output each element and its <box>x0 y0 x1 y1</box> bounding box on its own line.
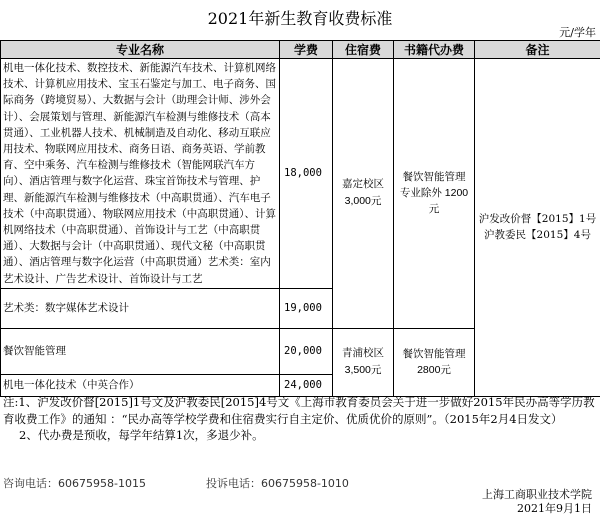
table-header-row <box>1 41 600 59</box>
note-2: 2、代办费是预收，每学年结算1次，多退少补。 <box>19 428 264 442</box>
note-1: 注:1、沪发改价督[2015]1号文及沪教委民[2015]4号文《上海市教育委员会关于进一步做好2015年民办高等学历教育收费工作》的通知 ：“民办高等学校学费和住宿费实行自主定价、优质优价的原则”。（2015年2月4日发文） <box>3 395 595 426</box>
table-row <box>1 59 600 289</box>
lodging-amount: 3,000元 <box>344 195 382 208</box>
page-title: 2021年新生教育收费标准 <box>207 9 393 28</box>
header-books: 书籍代办费 <box>394 41 475 59</box>
lodging-campus: 青浦校区 <box>342 347 384 360</box>
remark-cell <box>475 59 600 397</box>
currency-unit: 元/学年 <box>559 26 596 39</box>
lodging-campus: 嘉定校区 <box>342 178 384 191</box>
fee-table <box>0 40 600 397</box>
tuition-cell: 19,000 <box>280 288 333 328</box>
remark-line: 沪发改价督【2015】1号 <box>478 213 597 226</box>
lodging-amount: 3,500元 <box>344 364 382 377</box>
books-cell-general <box>394 59 475 329</box>
major-cell: 艺术类：数字媒体艺术设计 <box>1 288 280 328</box>
tuition-cell: 18,000 <box>280 59 333 289</box>
major-cell: 机电一体化技术（中英合作） <box>1 374 280 396</box>
tuition-cell: 24,000 <box>280 374 333 396</box>
lodging-jiading-cell <box>333 59 394 329</box>
header-remark: 备注 <box>475 41 600 59</box>
consult-phone: 咨询电话：60675958-1015 <box>3 477 146 490</box>
books-line: 餐饮智能管理 <box>402 348 466 361</box>
header-lodging: 住宿费 <box>333 41 394 59</box>
tuition-cell: 20,000 <box>280 328 333 374</box>
contacts-section <box>3 475 349 491</box>
books-cell-catering <box>394 328 475 396</box>
issue-date: 2021年9月1日 <box>517 502 592 515</box>
books-line: 元 <box>428 203 440 216</box>
books-line: 餐饮智能管理 <box>402 171 466 184</box>
books-line: 2800元 <box>417 364 451 377</box>
lodging-qingpu-cell <box>333 328 394 396</box>
header-major: 专业名称 <box>1 41 280 59</box>
notes-section <box>3 394 597 444</box>
header-tuition: 学费 <box>280 41 333 59</box>
school-name: 上海工商职业技术学院 <box>482 488 592 501</box>
complaint-phone: 投诉电话：60675958-1010 <box>205 477 349 490</box>
major-cell: 餐饮智能管理 <box>1 328 280 374</box>
footer <box>482 488 592 516</box>
books-line: 专业除外 1200 <box>399 187 469 200</box>
remark-line: 沪教委民【2015】4号 <box>484 229 591 242</box>
major-cell: 机电一体化技术、数控技术、新能源汽车技术、计算机网络技术、计算机应用技术、宝玉石鉴定与加工、电子商务、国际商务（跨境贸易）、大数据与会计（助理会计师、涉外会计）、会展策划与管理、新能源汽车检测与维修技术（高本贯通）、工业机器人技术、机械制造及自动化、移动互联应用技术、物联网应用技术、商务日语、商务英语、学前教育、空中乘务、汽车检测与维修技术（智能网联汽车方向）、酒店管理与数字化运营、珠宝首饰技术与管理、护理、新能源汽车检测与维修技术（中高职贯通）、汽车电子技术（中高职贯通）、物联网应用技术（中高职贯通）、计算机网络技术（中高职贯通）、首饰设计与工艺（中高职贯通）、大数据与会计（中高职贯通）、现代文秘（中高职贯通）、酒店管理与数字化运营（中高职贯通）艺术类：室内艺术设计、广告艺术设计、首饰设计与工艺 <box>1 59 280 289</box>
